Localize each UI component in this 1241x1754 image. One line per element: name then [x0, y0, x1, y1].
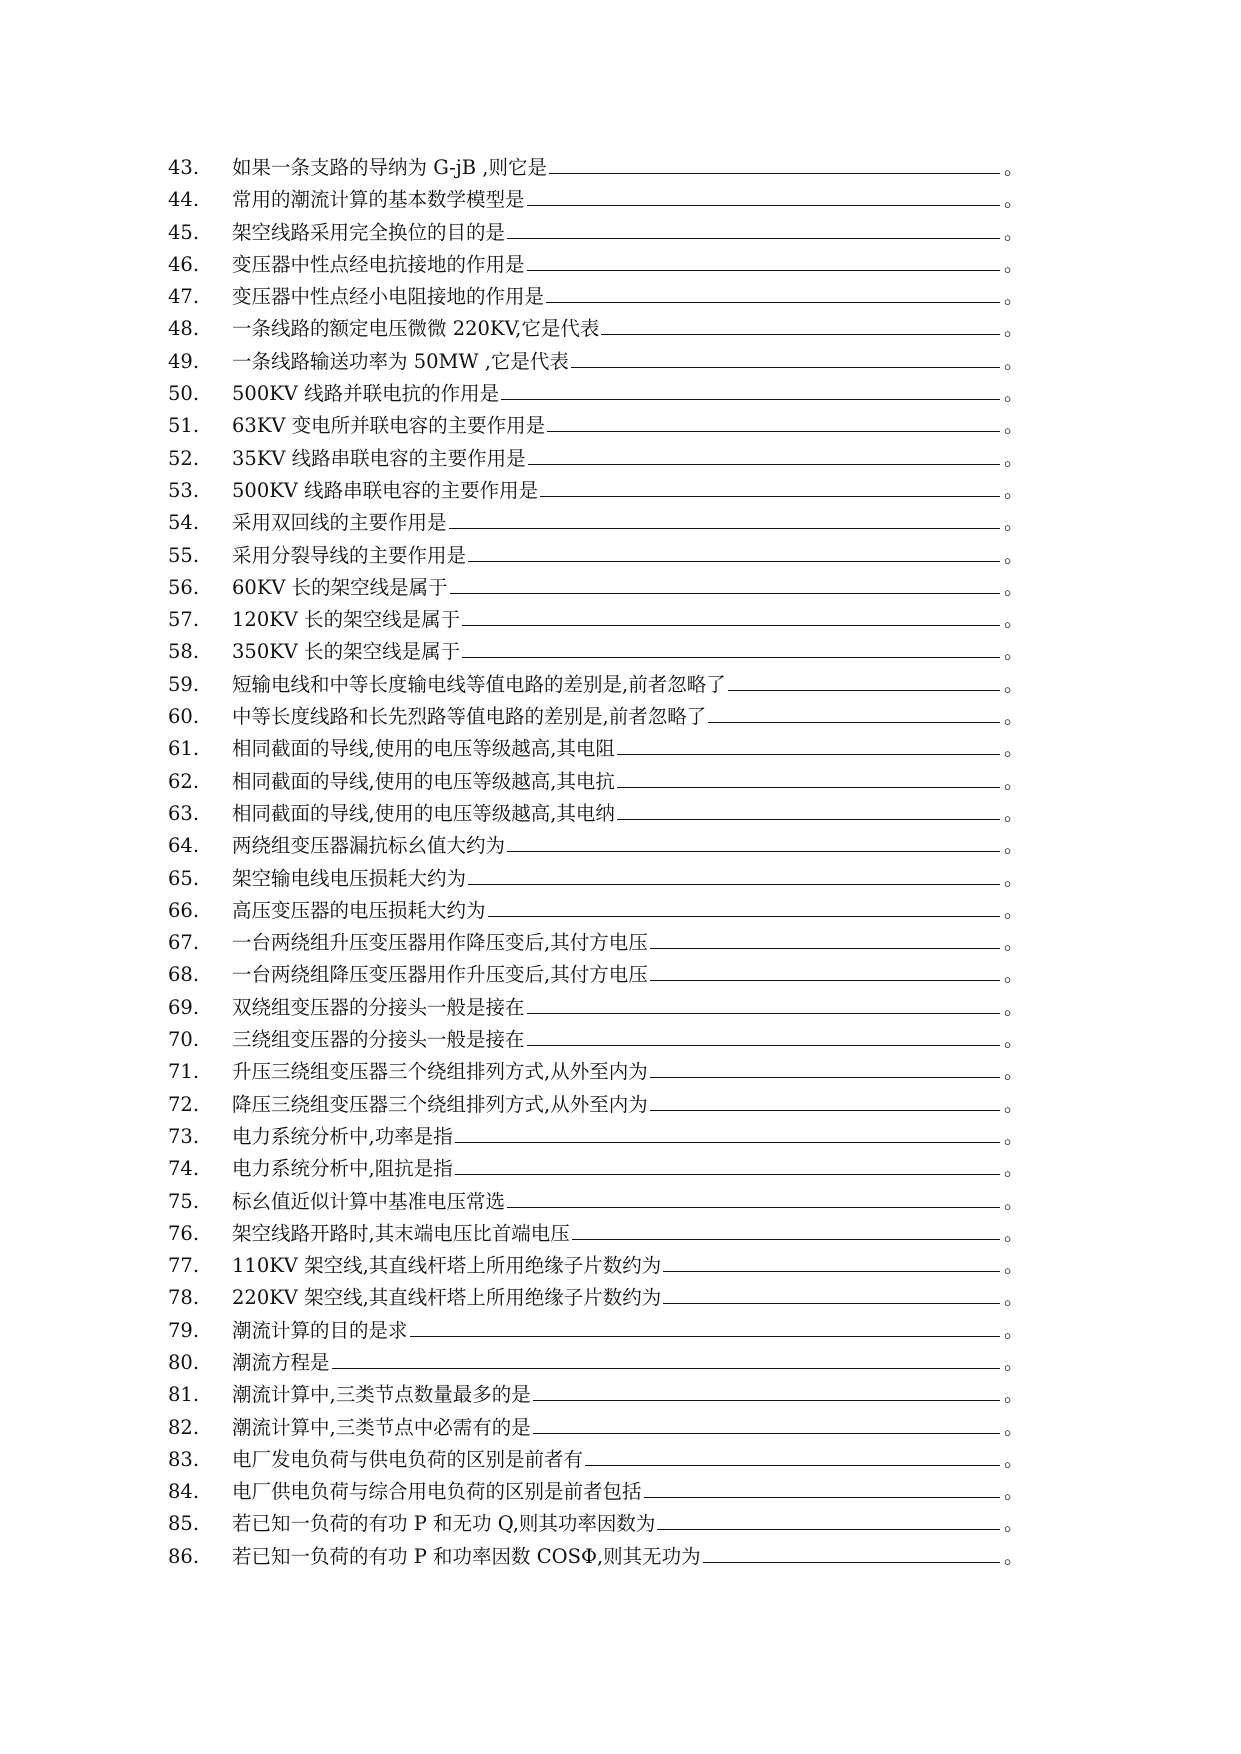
question-text: 500KV 线路串联电容的主要作用是: [232, 478, 539, 502]
question-text: 一条线路的额定电压微微 220KV,它是代表: [232, 317, 600, 341]
question-text: 潮流计算中,三类节点数量最多的是: [232, 1383, 531, 1407]
question-row: [168, 830, 1088, 862]
question-number: 53.: [168, 478, 200, 502]
answer-blank[interactable]: [728, 675, 1000, 691]
sentence-end-mark: 。: [1004, 1060, 1024, 1084]
question-row: [168, 378, 1088, 410]
sentence-end-mark: 。: [1004, 1028, 1024, 1052]
sentence-end-mark: 。: [1004, 672, 1024, 696]
question-row: [168, 313, 1088, 345]
sentence-end-mark: 。: [1004, 317, 1024, 341]
question-text: 架空线路开路时,其末端电压比首端电压: [232, 1221, 570, 1245]
question-row: [168, 959, 1088, 991]
answer-blank[interactable]: [617, 804, 1000, 820]
answer-blank[interactable]: [462, 610, 1000, 626]
question-text: 两绕组变压器漏抗标幺值大约为: [232, 834, 506, 858]
question-row: [168, 863, 1088, 895]
question-text: 高压变压器的电压损耗大约为: [232, 898, 486, 922]
sentence-end-mark: 。: [1004, 1286, 1024, 1310]
question-row: [168, 184, 1088, 216]
question-number: 50.: [168, 382, 200, 406]
question-number: 71.: [168, 1060, 200, 1084]
question-text: 相同截面的导线,使用的电压等级越高,其电纳: [232, 801, 615, 825]
question-text: 变压器中性点经小电阻接地的作用是: [232, 285, 545, 309]
question-number: 46.: [168, 252, 200, 276]
sentence-end-mark: 。: [1004, 1480, 1024, 1504]
question-row: [168, 346, 1088, 378]
question-text: 120KV 长的架空线是属于: [232, 608, 461, 632]
answer-blank[interactable]: [450, 578, 1000, 594]
question-row: [168, 410, 1088, 442]
question-row: [168, 1153, 1088, 1185]
sentence-end-mark: 。: [1004, 705, 1024, 729]
sentence-end-mark: 。: [1004, 1092, 1024, 1116]
answer-blank[interactable]: [585, 1450, 1000, 1466]
sentence-end-mark: 。: [1004, 414, 1024, 438]
question-number: 78.: [168, 1286, 200, 1310]
question-text: 双绕组变压器的分接头一般是接在: [232, 995, 525, 1019]
answer-blank[interactable]: [663, 1256, 1000, 1272]
question-row: [168, 1315, 1088, 1347]
sentence-end-mark: 。: [1004, 382, 1024, 406]
sentence-end-mark: 。: [1004, 285, 1024, 309]
question-row: [168, 281, 1088, 313]
answer-blank[interactable]: [650, 1095, 1000, 1111]
question-row: [168, 636, 1088, 668]
question-row: [168, 1412, 1088, 1444]
answer-blank[interactable]: [410, 1321, 1000, 1337]
sentence-end-mark: 。: [1004, 1254, 1024, 1278]
question-number: 44.: [168, 188, 200, 212]
question-text: 标幺值近似计算中基准电压常选: [232, 1189, 506, 1213]
answer-blank[interactable]: [547, 416, 1000, 432]
answer-blank[interactable]: [644, 1482, 1000, 1498]
question-text: 三绕组变压器的分接头一般是接在: [232, 1028, 525, 1052]
question-number: 61.: [168, 737, 200, 761]
question-text: 中等长度线路和长先烈路等值电路的差别是,前者忽略了: [232, 705, 707, 729]
answer-blank[interactable]: [657, 1514, 1000, 1530]
question-number: 63.: [168, 801, 200, 825]
question-row: [168, 895, 1088, 927]
answer-blank[interactable]: [468, 546, 1000, 562]
question-text: 采用分裂导线的主要作用是: [232, 543, 467, 567]
question-text: 110KV 架空线,其直线杆塔上所用绝缘子片数约为: [232, 1254, 662, 1278]
question-row: [168, 1121, 1088, 1153]
answer-blank[interactable]: [571, 352, 1000, 368]
sentence-end-mark: 。: [1004, 963, 1024, 987]
question-row: [168, 992, 1088, 1024]
answer-blank[interactable]: [546, 287, 1000, 303]
sentence-end-mark: 。: [1004, 866, 1024, 890]
question-row: [168, 217, 1088, 249]
question-row: [168, 1444, 1088, 1476]
question-number: 84.: [168, 1480, 200, 1504]
question-row: [168, 1186, 1088, 1218]
question-text: 220KV 架空线,其直线杆塔上所用绝缘子片数约为: [232, 1286, 662, 1310]
question-number: 58.: [168, 640, 200, 664]
question-number: 72.: [168, 1092, 200, 1116]
question-number: 83.: [168, 1447, 200, 1471]
sentence-end-mark: 。: [1004, 1544, 1024, 1568]
question-number: 79.: [168, 1318, 200, 1342]
question-number: 54.: [168, 511, 200, 535]
question-text: 一台两绕组升压变压器用作降压变后,其付方电压: [232, 931, 648, 955]
answer-blank[interactable]: [507, 223, 1000, 239]
sentence-end-mark: 。: [1004, 1415, 1024, 1439]
question-number: 74.: [168, 1157, 200, 1181]
sentence-end-mark: 。: [1004, 1124, 1024, 1148]
question-text: 350KV 长的架空线是属于: [232, 640, 461, 664]
question-row: [168, 475, 1088, 507]
sentence-end-mark: 。: [1004, 1221, 1024, 1245]
question-row: [168, 733, 1088, 765]
question-text: 相同截面的导线,使用的电压等级越高,其电抗: [232, 769, 615, 793]
question-row: [168, 669, 1088, 701]
sentence-end-mark: 。: [1004, 801, 1024, 825]
question-text: 降压三绕组变压器三个绕组排列方式,从外至内为: [232, 1092, 648, 1116]
question-row: [168, 701, 1088, 733]
sentence-end-mark: 。: [1004, 1189, 1024, 1213]
question-row: [168, 1218, 1088, 1250]
question-row: [168, 249, 1088, 281]
question-row: [168, 1508, 1088, 1540]
answer-blank[interactable]: [449, 513, 1000, 529]
question-number: 47.: [168, 285, 200, 309]
sentence-end-mark: 。: [1004, 931, 1024, 955]
question-number: 52.: [168, 446, 200, 470]
question-text: 60KV 长的架空线是属于: [232, 575, 448, 599]
sentence-end-mark: 。: [1004, 511, 1024, 535]
sentence-end-mark: 。: [1004, 898, 1024, 922]
question-number: 45.: [168, 220, 200, 244]
question-number: 64.: [168, 834, 200, 858]
question-number: 55.: [168, 543, 200, 567]
answer-blank[interactable]: [533, 1385, 1000, 1401]
question-number: 49.: [168, 349, 200, 373]
question-text: 变压器中性点经电抗接地的作用是: [232, 252, 525, 276]
answer-blank[interactable]: [650, 1062, 1000, 1078]
question-text: 如果一条支路的导纳为 G-jB ,则它是: [232, 156, 547, 179]
answer-blank[interactable]: [332, 1353, 1000, 1369]
question-text: 若已知一负荷的有功 P 和功率因数 COSΦ,则其无功为: [232, 1544, 701, 1568]
question-row: [168, 572, 1088, 604]
answer-blank[interactable]: [527, 190, 1000, 206]
sentence-end-mark: 。: [1004, 446, 1024, 470]
answer-blank[interactable]: [617, 739, 1000, 755]
question-text: 相同截面的导线,使用的电压等级越高,其电阻: [232, 737, 615, 761]
answer-blank[interactable]: [533, 1418, 1000, 1434]
question-row: [168, 604, 1088, 636]
question-text: 潮流方程是: [232, 1350, 330, 1374]
sentence-end-mark: 。: [1004, 188, 1024, 212]
question-text: 电厂供电负荷与综合用电负荷的区别是前者包括: [232, 1480, 642, 1504]
question-text: 常用的潮流计算的基本数学模型是: [232, 188, 525, 212]
question-number: 81.: [168, 1383, 200, 1407]
question-row: [168, 443, 1088, 475]
question-row: [168, 1089, 1088, 1121]
question-number: 43.: [168, 156, 200, 179]
question-number: 59.: [168, 672, 200, 696]
answer-blank[interactable]: [488, 901, 1000, 917]
question-row: [168, 1024, 1088, 1056]
answer-blank[interactable]: [540, 481, 1000, 497]
question-number: 68.: [168, 963, 200, 987]
answer-blank[interactable]: [507, 1192, 1000, 1208]
sentence-end-mark: 。: [1004, 1447, 1024, 1471]
question-number: 73.: [168, 1124, 200, 1148]
answer-blank[interactable]: [650, 965, 1000, 981]
question-number: 62.: [168, 769, 200, 793]
question-text: 潮流计算中,三类节点中必需有的是: [232, 1415, 531, 1439]
answer-blank[interactable]: [462, 642, 1000, 658]
sentence-end-mark: 。: [1004, 1318, 1024, 1342]
question-number: 77.: [168, 1254, 200, 1278]
sentence-end-mark: 。: [1004, 478, 1024, 502]
answer-blank[interactable]: [527, 255, 1000, 271]
question-text: 电力系统分析中,功率是指: [232, 1124, 453, 1148]
sentence-end-mark: 。: [1004, 1512, 1024, 1536]
question-text: 短输电线和中等长度输电线等值电路的差别是,前者忽略了: [232, 672, 726, 696]
sentence-end-mark: 。: [1004, 608, 1024, 632]
question-row: [168, 152, 1088, 184]
answer-blank[interactable]: [468, 869, 1000, 885]
sentence-end-mark: 。: [1004, 737, 1024, 761]
answer-blank[interactable]: [528, 449, 1000, 465]
sentence-end-mark: 。: [1004, 1157, 1024, 1181]
question-number: 75.: [168, 1189, 200, 1213]
question-text: 采用双回线的主要作用是: [232, 511, 447, 535]
question-text: 一条线路输送功率为 50MW ,它是代表: [232, 349, 569, 373]
answer-blank[interactable]: [527, 998, 1000, 1014]
sentence-end-mark: 。: [1004, 575, 1024, 599]
question-row: [168, 540, 1088, 572]
question-row: [168, 798, 1088, 830]
question-row: [168, 507, 1088, 539]
answer-blank[interactable]: [650, 933, 1000, 949]
question-row: [168, 1250, 1088, 1282]
question-row: [168, 1056, 1088, 1088]
answer-blank[interactable]: [455, 1127, 1000, 1143]
sentence-end-mark: 。: [1004, 543, 1024, 567]
question-number: 48.: [168, 317, 200, 341]
answer-blank[interactable]: [507, 836, 1000, 852]
question-text: 35KV 线路串联电容的主要作用是: [232, 446, 526, 470]
question-row: [168, 927, 1088, 959]
question-number: 76.: [168, 1221, 200, 1245]
question-number: 66.: [168, 898, 200, 922]
question-text: 电力系统分析中,阻抗是指: [232, 1157, 453, 1181]
answer-blank[interactable]: [708, 707, 1000, 723]
question-text: 电厂发电负荷与供电负荷的区别是前者有: [232, 1447, 584, 1471]
question-number: 82.: [168, 1415, 200, 1439]
answer-blank[interactable]: [527, 1030, 1000, 1046]
sentence-end-mark: 。: [1004, 769, 1024, 793]
question-number: 70.: [168, 1028, 200, 1052]
question-number: 85.: [168, 1512, 200, 1536]
question-number: 67.: [168, 931, 200, 955]
question-number: 65.: [168, 866, 200, 890]
question-row: [168, 1282, 1088, 1314]
sentence-end-mark: 。: [1004, 834, 1024, 858]
question-row: [168, 1347, 1088, 1379]
sentence-end-mark: 。: [1004, 995, 1024, 1019]
sentence-end-mark: 。: [1004, 156, 1024, 179]
question-row: [168, 1541, 1088, 1573]
question-number: 60.: [168, 705, 200, 729]
sentence-end-mark: 。: [1004, 220, 1024, 244]
question-text: 架空输电线电压损耗大约为: [232, 866, 467, 890]
answer-blank[interactable]: [601, 319, 1000, 335]
question-list: [168, 152, 1088, 1573]
question-row: [168, 766, 1088, 798]
question-number: 80.: [168, 1350, 200, 1374]
sentence-end-mark: 。: [1004, 640, 1024, 664]
sentence-end-mark: 。: [1004, 1350, 1024, 1374]
question-text: 潮流计算的目的是求: [232, 1318, 408, 1342]
question-row: [168, 1379, 1088, 1411]
question-text: 500KV 线路并联电抗的作用是: [232, 382, 500, 406]
question-text: 63KV 变电所并联电容的主要作用是: [232, 414, 546, 438]
question-text: 一台两绕组降压变压器用作升压变后,其付方电压: [232, 963, 648, 987]
sentence-end-mark: 。: [1004, 1383, 1024, 1407]
question-text: 架空线路采用完全换位的目的是: [232, 220, 506, 244]
question-number: 86.: [168, 1544, 200, 1568]
answer-blank[interactable]: [501, 384, 1000, 400]
question-number: 51.: [168, 414, 200, 438]
answer-blank[interactable]: [703, 1547, 1000, 1563]
answer-blank[interactable]: [572, 1224, 1000, 1240]
question-number: 69.: [168, 995, 200, 1019]
answer-blank[interactable]: [549, 158, 1000, 174]
question-number: 57.: [168, 608, 200, 632]
question-text: 升压三绕组变压器三个绕组排列方式,从外至内为: [232, 1060, 648, 1084]
answer-blank[interactable]: [617, 772, 1000, 788]
answer-blank[interactable]: [663, 1288, 1000, 1304]
question-number: 56.: [168, 575, 200, 599]
question-text: 若已知一负荷的有功 P 和无功 Q,则其功率因数为: [232, 1512, 656, 1536]
question-row: [168, 1476, 1088, 1508]
sentence-end-mark: 。: [1004, 252, 1024, 276]
answer-blank[interactable]: [455, 1159, 1000, 1175]
sentence-end-mark: 。: [1004, 349, 1024, 373]
